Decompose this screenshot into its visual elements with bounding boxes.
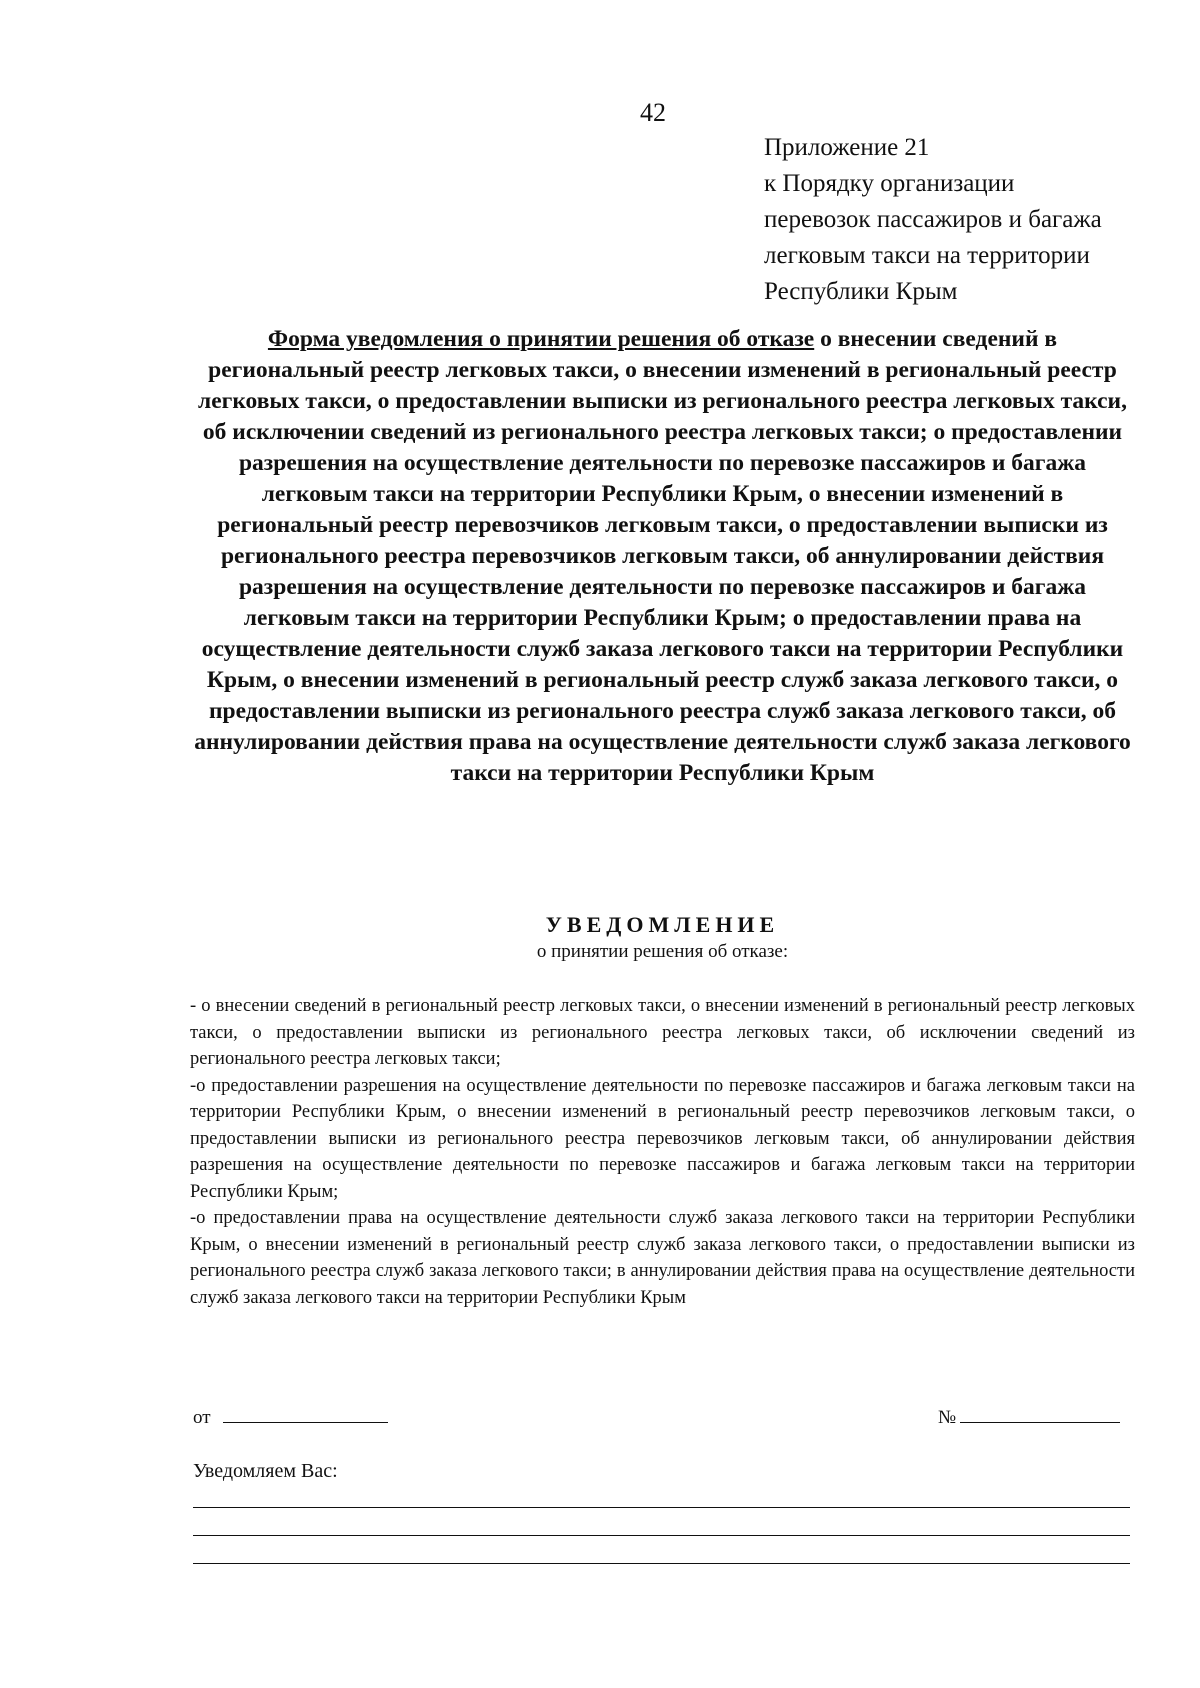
form-title-rest: о внесении сведений в региональный реестр легковых такси, о внесении изменений в региональный реестр легковых такси, о предоставлении выписки из регионального реестра легковых такси, об исключении сведений из регионального реестра легковых такси; о предоставлении разрешения на осуществление деятельности по перевозке пассажиров и багажа легковым такси на территории Республики Крым, о внесении изменений в региональный реестр перевозчиков легковым такси, о предоставлении выписки из регионального реестра перевозчиков легковым такси, об аннулировании действия разрешения на осуществление деятельности по перевозке пассажиров и багажа легковым такси на территории Республики Крым; о предоставлении права на осуществление деятельности служб заказа легкового такси на территории Республики Крым, о внесении изменений в региональный реестр служб заказа легкового такси, о предоставлении выписки из регионального реестра служб заказа легкового такси, об аннулировании действия права на осуществление деятельности служб заказа легкового такси на территории Республики Крым [194,326,1131,786]
blank-line-3[interactable] [193,1563,1130,1564]
appendix-line: Приложение 21 [764,134,930,161]
notice-subheading: о принятии решения об отказе: [536,941,789,962]
body-paragraph: -о предоставлении права на осуществление деятельности служб заказа легкового такси на территории Республики Крым, о внесении изменений в региональный реестр служб заказа легкового такси, о предоставлении выписки из регионального реестра служб заказа легкового такси; в аннулировании действия права на осуществление деятельности служб заказа легкового такси на территории Республики Крым [190,1208,1135,1308]
body-paragraph: -о предоставлении разрешения на осуществление деятельности по перевозке пассажиров и багажа легковым такси на территории Республики Крым, о внесении изменений в региональный реестр перевозчиков легковым такси, о предоставлении выписки из регионального реестра перевозчиков легковым такси, об аннулировании действия разрешения на осуществление деятельности по перевозке пассажиров и багажа легковым такси на территории Республики Крым; [190,1075,1135,1202]
number-field [938,1404,1120,1429]
appendix-line: к Порядку организации [764,170,1015,197]
appendix-line: Республики Крым [764,278,958,305]
date-field [193,1404,388,1429]
inform-label: Уведомляем Вас: [193,1460,338,1482]
form-title [190,324,1135,789]
appendix-line: перевозок пассажиров и багажа [764,206,1102,233]
body-paragraph: - о внесении сведений в региональный реестр легковых такси, о внесении изменений в региональный реестр легковых такси, о предоставлении выписки из регионального реестра легковых такси, об исключении сведений из регионального реестра легковых такси; [190,996,1135,1069]
appendix-line: легковым такси на территории [764,242,1090,269]
form-title-underlined: Форма уведомления о принятии решения об отказе [267,326,815,352]
appendix-note [764,130,1164,310]
number-blank-line[interactable] [960,1404,1120,1423]
date-blank-line[interactable] [223,1404,388,1423]
blank-line-2[interactable] [193,1535,1130,1536]
notice-heading: УВЕДОМЛЕНИЕ [545,912,780,937]
page-number: 42 [640,98,666,127]
notice-body [190,993,1135,1311]
blank-line-1[interactable] [193,1507,1130,1508]
number-label: № [938,1407,957,1428]
date-label: от [193,1407,211,1428]
